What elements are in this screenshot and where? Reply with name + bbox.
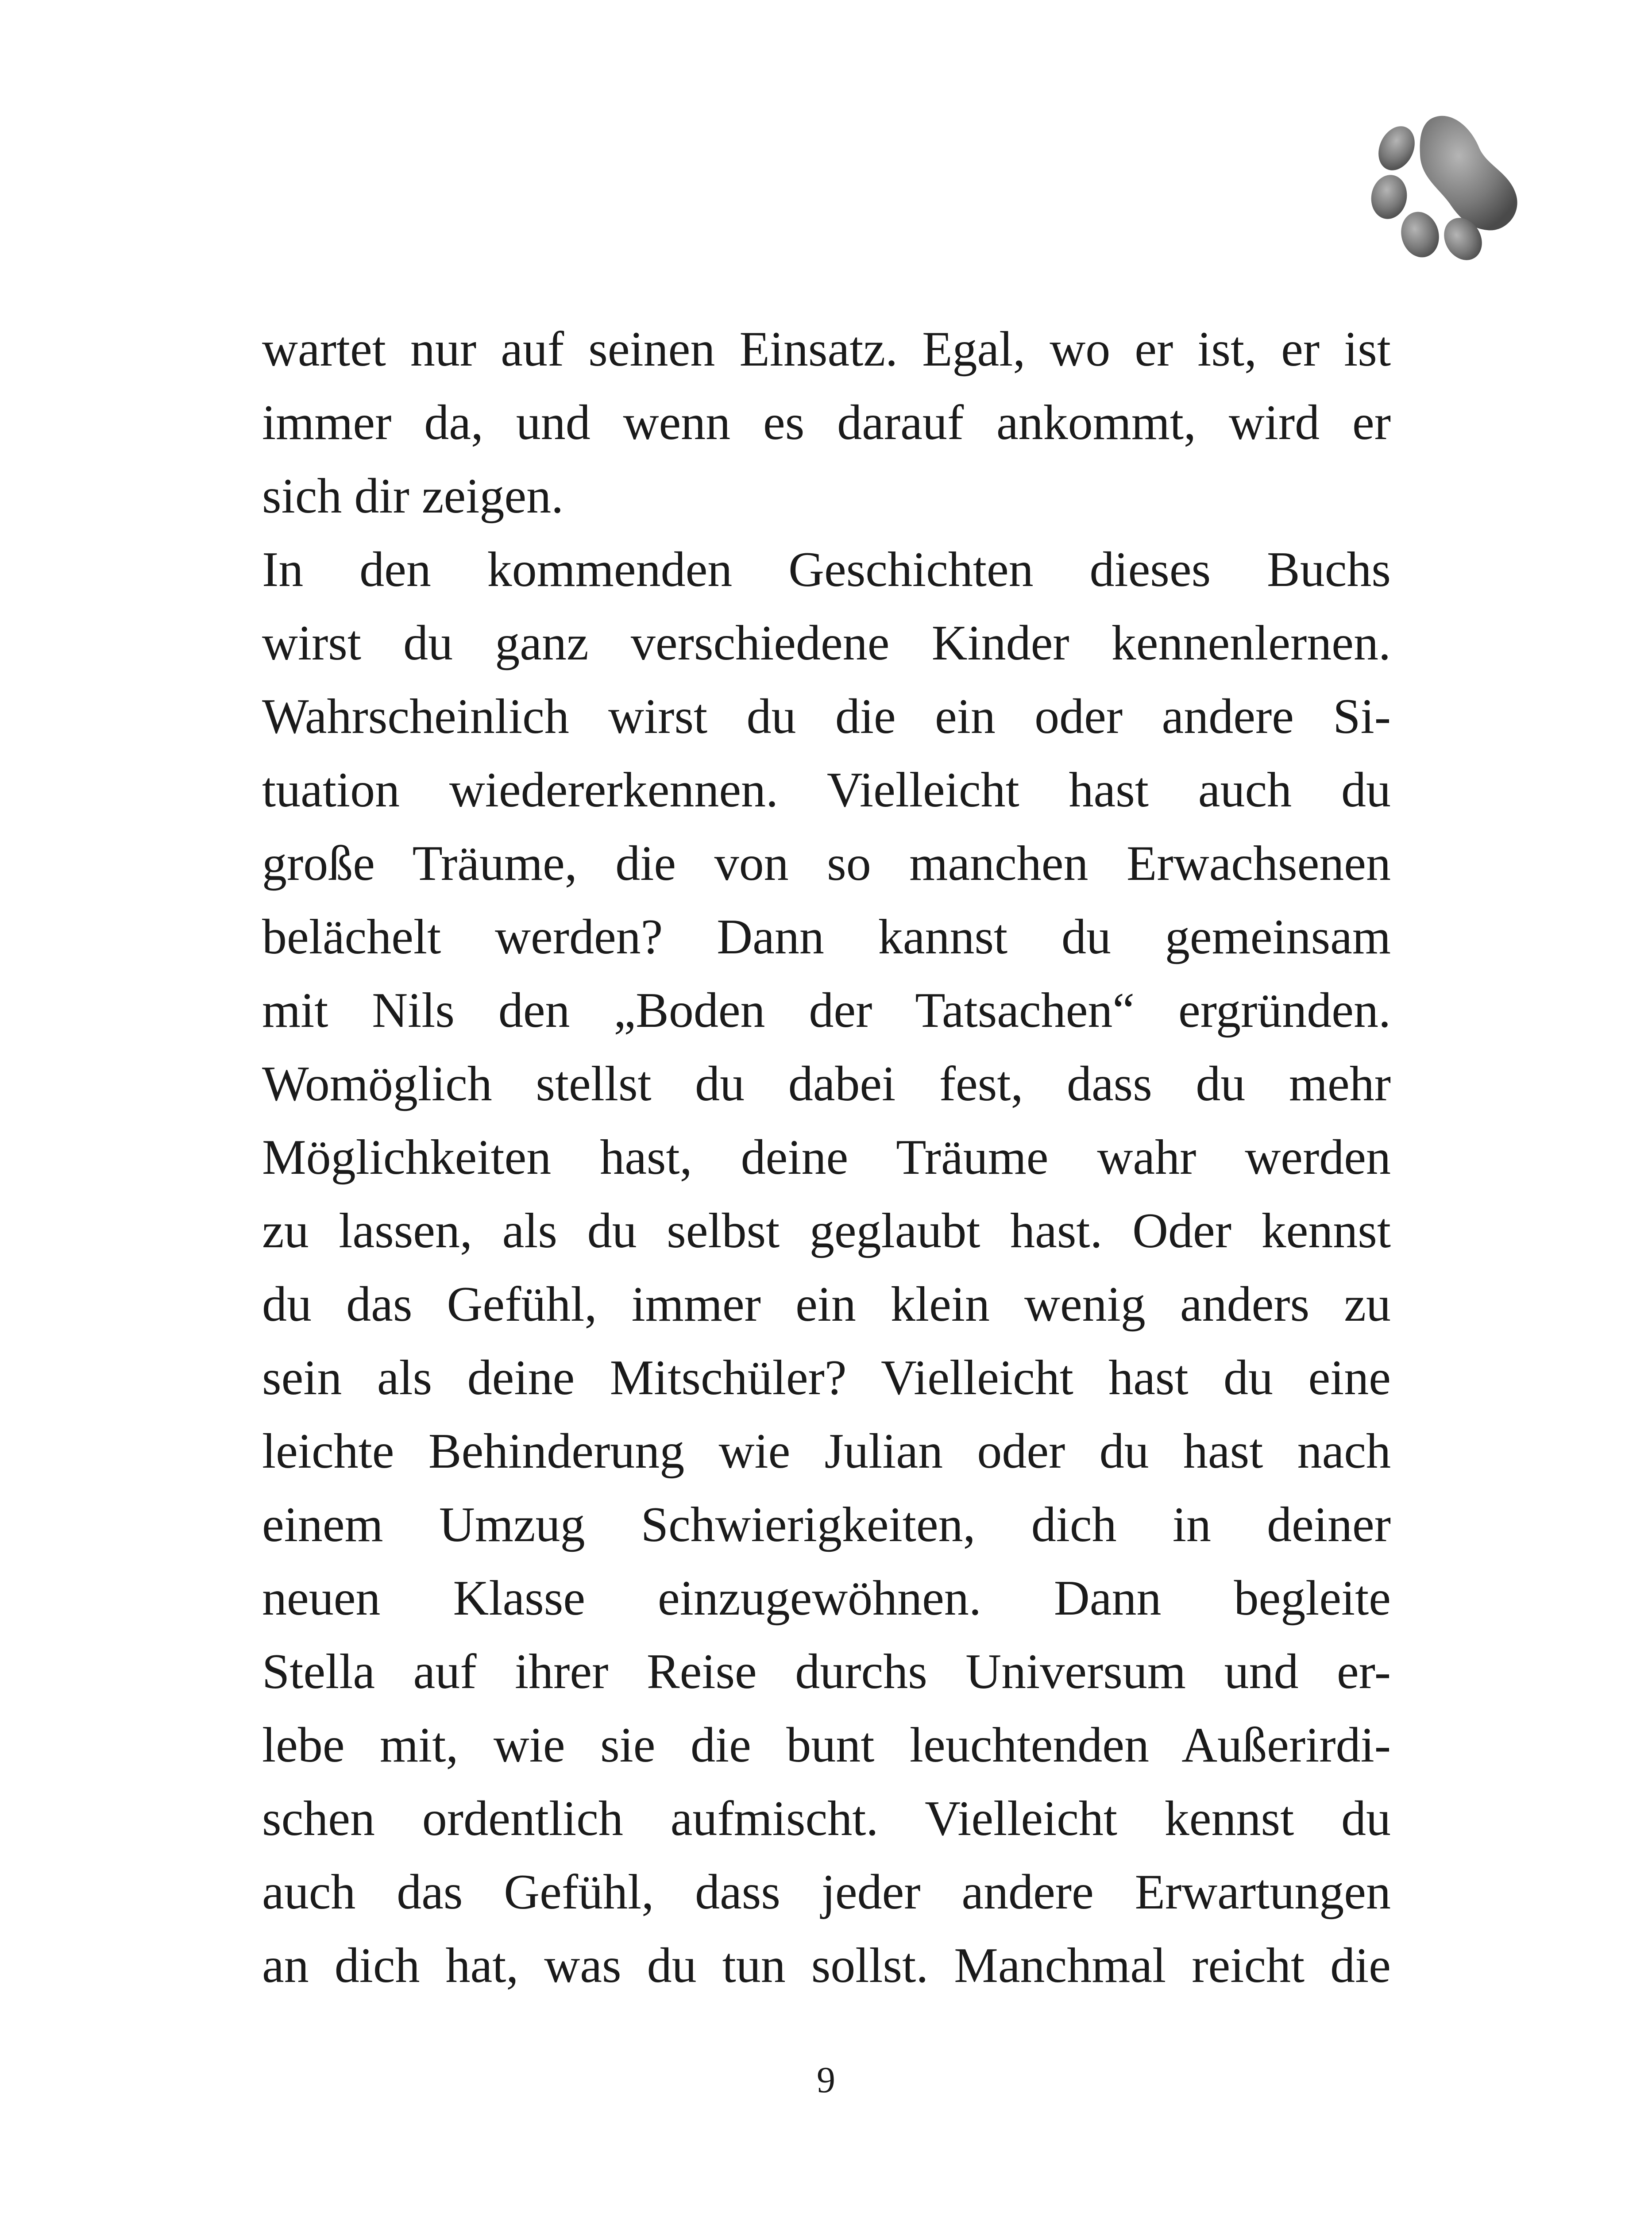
text-line: an dich hat, was du tun sollst. Manchmal reicht die bbox=[262, 1938, 1391, 1993]
text-line: große Träume, die von so manchen Erwachsenen bbox=[262, 836, 1391, 891]
text-line: Womöglich stellst du dabei fest, dass du mehr bbox=[262, 1056, 1391, 1111]
text-line: schen ordentlich aufmischt. Vielleicht kennst du bbox=[262, 1791, 1391, 1846]
text-line: lebe mit, wie sie die bunt leuchtenden Außerirdi- bbox=[262, 1718, 1391, 1773]
text-line: sein als deine Mitschüler? Vielleicht hast du eine bbox=[262, 1350, 1391, 1405]
text-line: wartet nur auf seinen Einsatz. Egal, wo er ist, er ist bbox=[262, 322, 1391, 377]
text-line: neuen Klasse einzugewöhnen. Dann begleite bbox=[262, 1571, 1391, 1626]
text-line: zu lassen, als du selbst geglaubt hast. Oder kennst bbox=[262, 1203, 1391, 1258]
text-line: leichte Behinderung wie Julian oder du hast nach bbox=[262, 1424, 1391, 1479]
text-line: belächelt werden? Dann kannst du gemeinsam bbox=[262, 910, 1391, 964]
text-line: du das Gefühl, immer ein klein wenig anders zu bbox=[262, 1277, 1391, 1332]
text-line: In den kommenden Geschichten dieses Buchs bbox=[262, 542, 1391, 597]
paw-print-icon bbox=[1363, 106, 1532, 266]
text-line: einem Umzug Schwierigkeiten, dich in deiner bbox=[262, 1497, 1391, 1552]
text-line: Wahrscheinlich wirst du die ein oder andere Si- bbox=[262, 689, 1391, 744]
page-number: 9 bbox=[817, 2059, 835, 2101]
text-line: auch das Gefühl, dass jeder andere Erwartungen bbox=[262, 1865, 1391, 1920]
text-line: Möglichkeiten hast, deine Träume wahr werden bbox=[262, 1130, 1391, 1185]
text-line: Stella auf ihrer Reise durchs Universum und er- bbox=[262, 1644, 1391, 1699]
text-line: sich dir zeigen. bbox=[262, 469, 564, 524]
text-line: tuation wiedererkennen. Vielleicht hast auch du bbox=[262, 763, 1391, 817]
text-line: wirst du ganz verschiedene Kinder kennenlernen. bbox=[262, 616, 1391, 671]
text-line: immer da, und wenn es darauf ankommt, wird er bbox=[262, 395, 1391, 450]
text-line: mit Nils den „Boden der Tatsachen“ ergründen. bbox=[262, 983, 1391, 1038]
body-text bbox=[262, 312, 1391, 2002]
